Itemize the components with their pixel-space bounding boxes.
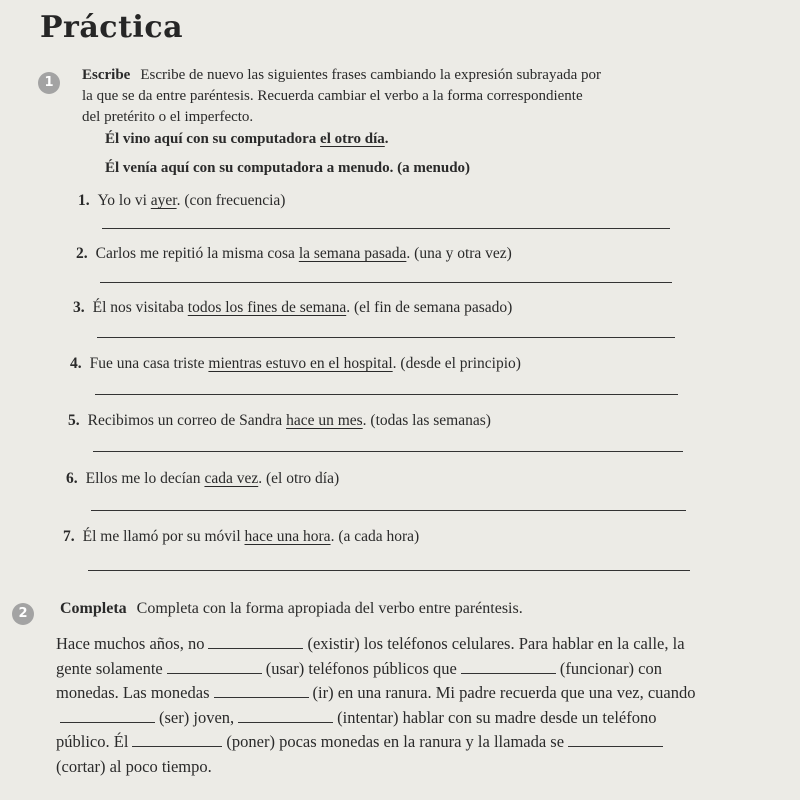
item-text: Él me llamó por su móvil bbox=[82, 528, 245, 545]
blank-usar[interactable] bbox=[167, 662, 262, 674]
cloze-text: (usar) teléfonos públicos que bbox=[265, 658, 457, 678]
item-hint: . (desde el principio) bbox=[392, 355, 521, 372]
item-number: 6. bbox=[66, 470, 78, 487]
cloze-text: (ir) en una ranura. Mi padre recuerda que una vez, cuando bbox=[312, 683, 696, 702]
section-2-number-badge: 2 bbox=[12, 603, 34, 625]
item-number: 1. bbox=[78, 192, 90, 209]
example-answer: Él venía aquí con su computadora a menudo. (a menudo) bbox=[105, 160, 471, 176]
item-underlined-phrase: hace un mes bbox=[286, 412, 363, 429]
item-underlined-phrase: la semana pasada bbox=[298, 245, 407, 262]
item-hint: . (con frecuencia) bbox=[176, 192, 286, 209]
example-original-text: Él vino aquí con su computadora bbox=[105, 131, 321, 147]
cloze-paragraph bbox=[56, 632, 696, 779]
item-underlined-phrase: cada vez bbox=[204, 470, 259, 487]
blank-existir[interactable] bbox=[208, 637, 303, 649]
blank-poner[interactable] bbox=[132, 735, 222, 747]
item-text: Yo lo vi bbox=[97, 192, 151, 209]
item-text: Recibimos un correo de Sandra bbox=[87, 412, 287, 429]
cloze-text: (existir) los teléfonos celulares. Para hablar en la calle, la gente solamente bbox=[56, 634, 685, 678]
item-number: 2. bbox=[76, 245, 88, 262]
item-underlined-phrase: ayer bbox=[150, 192, 177, 209]
exercise-item-5 bbox=[68, 412, 491, 430]
item-number: 4. bbox=[70, 355, 82, 372]
cloze-text: (intentar) hablar con su madre desde un teléfono público. Él bbox=[56, 707, 657, 751]
blank-ir[interactable] bbox=[214, 686, 309, 698]
item-underlined-phrase: hace una hora bbox=[244, 528, 331, 545]
example-underlined-phrase: el otro día bbox=[320, 131, 385, 147]
answer-line-6[interactable] bbox=[91, 510, 686, 511]
section-1-instructions bbox=[82, 65, 602, 128]
cloze-text: Hace muchos años, no bbox=[56, 634, 205, 653]
item-text: Carlos me repitió la misma cosa bbox=[95, 245, 299, 262]
item-hint: . (a cada hora) bbox=[330, 528, 420, 545]
cloze-text: (ser) joven, bbox=[159, 707, 235, 727]
blank-cortar[interactable] bbox=[568, 735, 663, 747]
item-text: Ellos me lo decían bbox=[85, 470, 205, 487]
exercise-item-6 bbox=[66, 470, 339, 488]
page-title: Práctica bbox=[40, 10, 184, 45]
item-underlined-phrase: mientras estuvo en el hospital bbox=[208, 355, 393, 372]
item-underlined-phrase: todos los fines de semana bbox=[187, 299, 347, 316]
answer-line-5[interactable] bbox=[93, 451, 683, 452]
cloze-text: (cortar) al poco tiempo. bbox=[56, 756, 212, 776]
exercise-item-4 bbox=[70, 355, 521, 373]
answer-line-2[interactable] bbox=[100, 282, 672, 283]
section-1-instructions-text: Escribe de nuevo las siguientes frases cambiando la expresión subrayada por la que se da entre paréntesis. Recuerda cambiar el verbo a la forma correspondiente del pretérito o el imperfecto. bbox=[82, 67, 602, 125]
cloze-text: (funcionar) con monedas. Las monedas bbox=[56, 658, 663, 702]
cloze-text: (poner) pocas monedas en la ranura y la llamada se bbox=[226, 732, 565, 751]
item-text: Él nos visitaba bbox=[92, 299, 188, 316]
answer-line-4[interactable] bbox=[95, 394, 678, 395]
section-1-number-badge: 1 bbox=[38, 72, 60, 94]
answer-line-1[interactable] bbox=[102, 228, 670, 229]
item-text: Fue una casa triste bbox=[89, 355, 209, 372]
item-number: 3. bbox=[73, 299, 85, 316]
section-2-heading: Completa bbox=[60, 600, 127, 617]
item-hint: . (el fin de semana pasado) bbox=[346, 299, 513, 316]
example-original bbox=[105, 131, 389, 148]
item-hint: . (el otro día) bbox=[258, 470, 340, 487]
exercise-item-1 bbox=[78, 192, 285, 210]
item-hint: . (una y otra vez) bbox=[406, 245, 512, 262]
exercise-item-7 bbox=[63, 528, 419, 546]
blank-funcionar[interactable] bbox=[461, 662, 556, 674]
section-1-heading: Escribe bbox=[82, 67, 131, 83]
item-hint: . (todas las semanas) bbox=[362, 412, 491, 429]
item-number: 5. bbox=[68, 412, 80, 429]
answer-line-7[interactable] bbox=[88, 570, 690, 571]
blank-ser[interactable] bbox=[60, 711, 155, 723]
example-original-end: . bbox=[384, 131, 389, 147]
exercise-item-3 bbox=[73, 299, 512, 317]
exercise-item-2 bbox=[76, 245, 512, 263]
item-number: 7. bbox=[63, 528, 75, 545]
section-2-instructions bbox=[60, 600, 523, 618]
answer-line-3[interactable] bbox=[97, 337, 675, 338]
blank-intentar[interactable] bbox=[238, 711, 333, 723]
section-2-instructions-text: Completa con la forma apropiada del verbo entre paréntesis. bbox=[136, 600, 523, 617]
